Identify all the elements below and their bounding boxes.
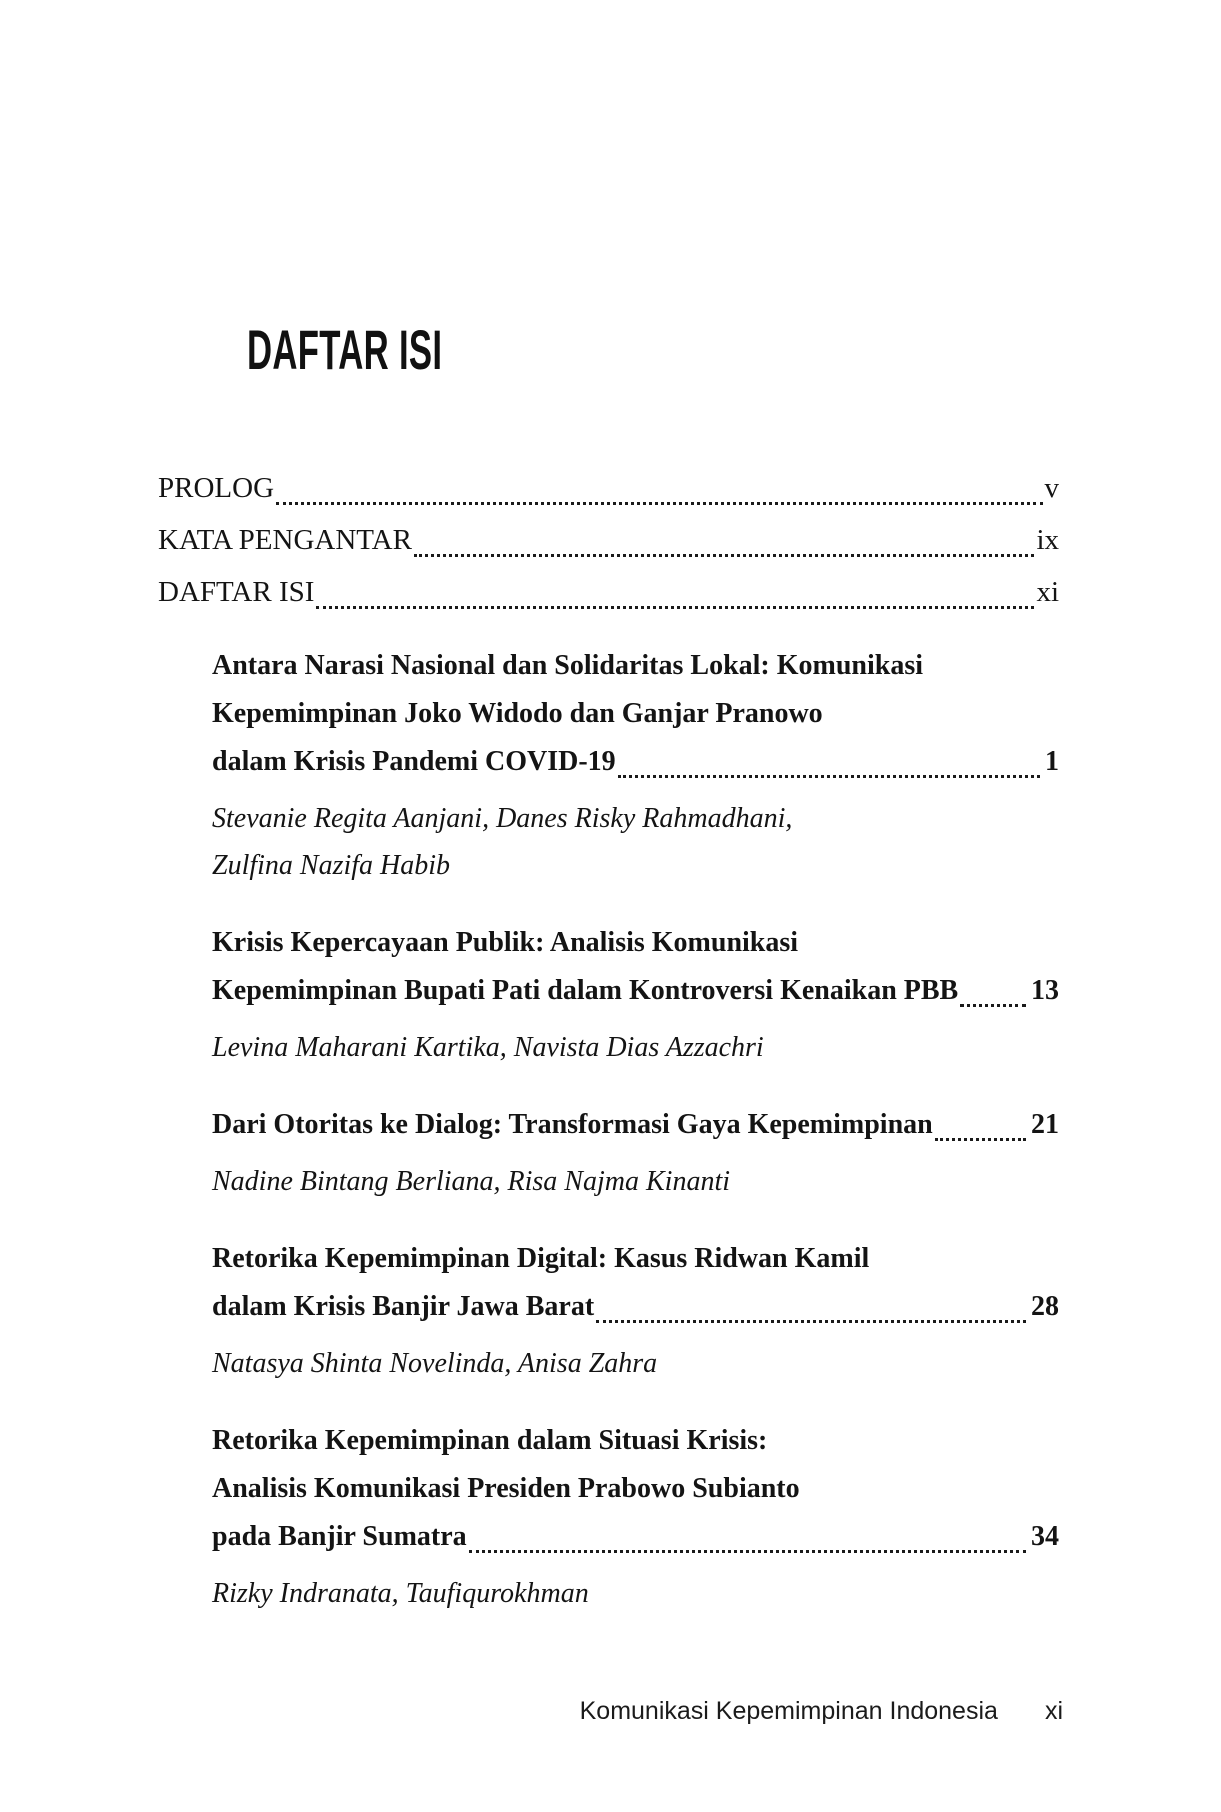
- toc-row-prolog: [158, 462, 1059, 514]
- chapter-page-number: 13: [1031, 975, 1059, 1006]
- author-line: Nadine Bintang Berliana, Risa Najma Kinanti: [212, 1166, 730, 1197]
- toc-row-kata-pengantar: [158, 514, 1059, 566]
- chapter-title-text: pada Banjir Sumatra: [212, 1521, 467, 1552]
- chapter-title-line: [212, 1235, 1059, 1283]
- chapter-title-text: Dari Otoritas ke Dialog: Transformasi Gaya Kepemimpinan: [212, 1109, 933, 1140]
- toc-entry-page-number: ix: [1036, 524, 1059, 556]
- chapter-title-line: [212, 1101, 1059, 1149]
- author-line: Stevanie Regita Aanjani, Danes Risky Rahmadhani,: [212, 803, 793, 834]
- dot-leader: [960, 1004, 1026, 1007]
- dot-leader: [935, 1138, 1026, 1141]
- chapter-title-text: dalam Krisis Banjir Jawa Barat: [212, 1291, 595, 1322]
- chapter-page-number: 28: [1031, 1291, 1059, 1322]
- toc-entry-page-number: xi: [1036, 576, 1059, 608]
- chapter-title-text: Analisis Komunikasi Presiden Prabowo Subianto: [212, 1473, 800, 1504]
- author-line: Zulfina Nazifa Habib: [212, 850, 451, 881]
- dot-leader: [469, 1550, 1026, 1553]
- chapter-authors: [212, 1570, 1059, 1617]
- chapter-title-text: Antara Narasi Nasional dan Solidaritas Lokal: Komunikasi: [212, 650, 924, 681]
- toc-chapter-entry: [212, 642, 1059, 889]
- footer-book-title: Komunikasi Kepemimpinan Indonesia: [579, 1697, 998, 1725]
- toc-entry-label: KATA PENGANTAR: [158, 524, 412, 556]
- chapter-authors: [212, 1158, 1059, 1205]
- author-line: Natasya Shinta Novelinda, Anisa Zahra: [212, 1348, 658, 1379]
- chapter-title-text: Kepemimpinan Bupati Pati dalam Kontroversi Kenaikan PBB: [212, 975, 959, 1006]
- chapter-title-text: dalam Krisis Pandemi COVID-19: [212, 746, 616, 777]
- dot-leader: [316, 606, 1034, 609]
- chapter-title-text: Retorika Kepemimpinan dalam Situasi Krisis:: [212, 1425, 768, 1456]
- chapter-title-line: [212, 919, 1059, 967]
- chapter-page-number: 1: [1045, 746, 1059, 777]
- toc-chapter-entry: [212, 919, 1059, 1071]
- table-of-contents: [158, 462, 1059, 1647]
- chapter-entries: [212, 642, 1059, 1617]
- chapter-title-line: [212, 1465, 1059, 1513]
- page-footer: [580, 1697, 1063, 1726]
- dot-leader: [414, 554, 1034, 557]
- chapter-title-line: [212, 1283, 1059, 1331]
- toc-entry-label: PROLOG: [158, 472, 275, 504]
- chapter-title-line: [212, 967, 1059, 1015]
- chapter-authors: [212, 795, 1059, 889]
- toc-chapter-entry: [212, 1101, 1059, 1205]
- chapter-title-line: [212, 642, 1059, 690]
- chapter-page-number: 21: [1031, 1109, 1059, 1140]
- chapter-authors: [212, 1024, 1059, 1071]
- toc-chapter-entry: [212, 1417, 1059, 1617]
- chapter-title-line: [212, 690, 1059, 738]
- dot-leader: [618, 775, 1040, 778]
- toc-row-daftar-isi: [158, 566, 1059, 618]
- author-line: Rizky Indranata, Taufiqurokhman: [212, 1578, 589, 1609]
- chapter-page-number: 34: [1031, 1521, 1059, 1552]
- chapter-title-line: [212, 1417, 1059, 1465]
- chapter-authors: [212, 1340, 1059, 1387]
- chapter-title-text: Retorika Kepemimpinan Digital: Kasus Ridwan Kamil: [212, 1243, 870, 1274]
- dot-leader: [276, 502, 1042, 505]
- footer-page-number: xi: [1044, 1697, 1063, 1725]
- toc-chapter-entry: [212, 1235, 1059, 1387]
- dot-leader: [596, 1320, 1026, 1323]
- page-title: DAFTAR ISI: [247, 317, 443, 381]
- chapter-title-line: [212, 738, 1059, 786]
- chapter-title-line: [212, 1513, 1059, 1561]
- author-line: Levina Maharani Kartika, Navista Dias Azzachri: [212, 1032, 764, 1063]
- chapter-title-text: Kepemimpinan Joko Widodo dan Ganjar Pranowo: [212, 698, 823, 729]
- chapter-title-text: Krisis Kepercayaan Publik: Analisis Komunikasi: [212, 927, 799, 958]
- toc-entry-label: DAFTAR ISI: [158, 576, 315, 608]
- toc-entry-page-number: v: [1044, 472, 1059, 504]
